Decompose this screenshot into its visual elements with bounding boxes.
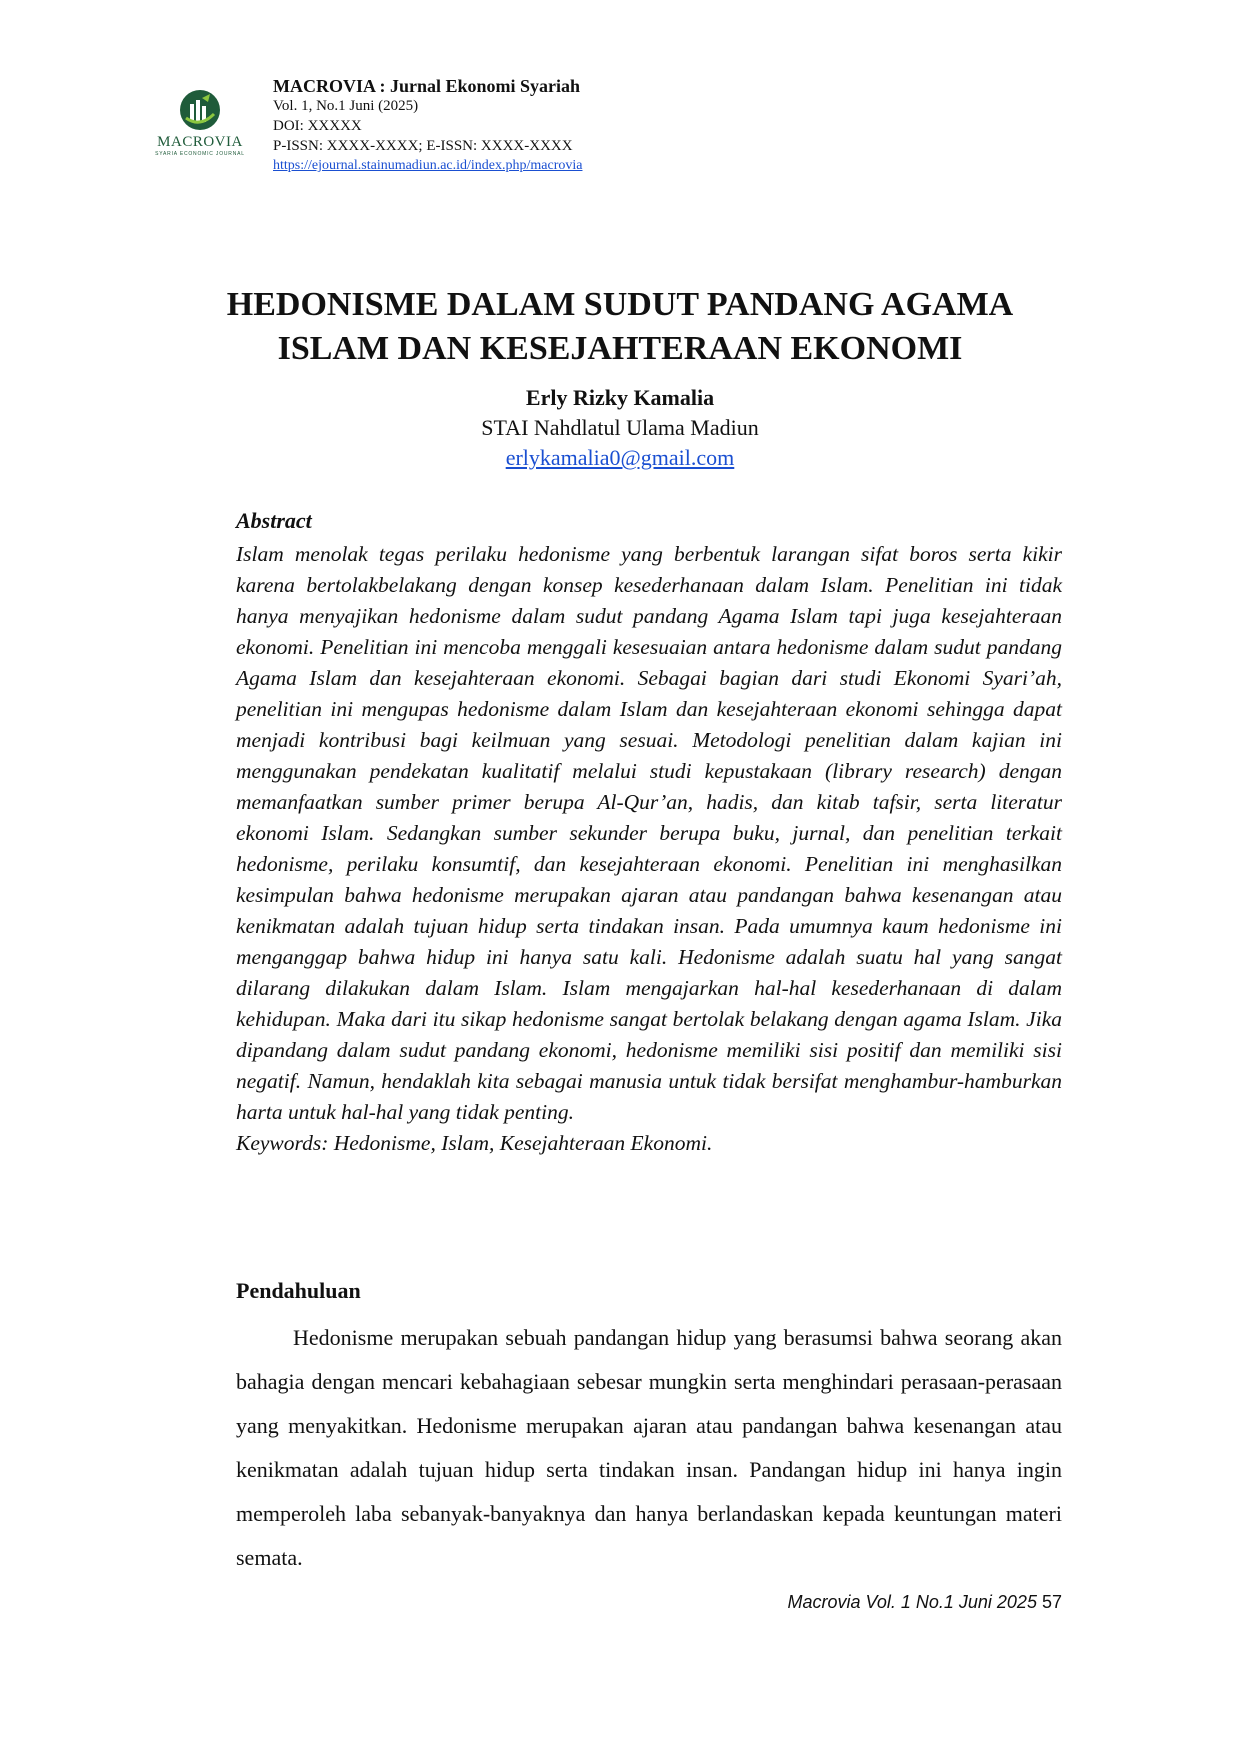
paper-title <box>150 283 1090 371</box>
paper-title-line-1: HEDONISME DALAM SUDUT PANDANG AGAMA <box>226 286 1014 323</box>
author-affiliation: STAI Nahdlatul Ulama Madiun <box>481 415 759 440</box>
abstract-heading: Abstract <box>236 508 312 533</box>
author-name: Erly Rizky Kamalia <box>525 385 715 410</box>
logo-emblem-icon <box>178 88 222 132</box>
author-email-link[interactable]: erlykamalia0@gmail.com <box>505 445 735 470</box>
paper-title-line-2: ISLAM DAN KESEJAHTERAAN EKONOMI <box>277 330 963 367</box>
journal-logo <box>150 88 250 168</box>
footer-journal-citation: Macrovia Vol. 1 No.1 Juni 2025 <box>787 1592 1037 1612</box>
journal-url-link[interactable]: https://ejournal.stainumadiun.ac.id/index.php/macrovia <box>273 158 583 173</box>
logo-tagline: SYARIA ECONOMIC JOURNAL <box>155 151 245 157</box>
journal-info <box>273 76 582 176</box>
page-footer <box>787 1592 1062 1613</box>
journal-volume: Vol. 1, No.1 Juni (2025) <box>273 98 419 114</box>
abstract-body: Islam menolak tegas perilaku hedonisme yang berbentuk larangan sifat boros serta kikir karena bertolakbelakang dengan konsep kesederhanaan dalam Islam. Penelitian ini tidak hanya menyajikan hedonisme dalam sudut pandang Agama Islam tapi juga kesejahteraan ekonomi. Penelitian ini mencoba menggali kesesuaian antara hedonisme dalam sudut pandang Agama Islam dan kesejahteraan ekonomi. Sebagai bagian dari studi Ekonomi Syari’ah, penelitian ini mengupas hedonisme dalam Islam dan kesejahteraan ekonomi sehingga dapat menjadi kontribusi bagi keilmuan yang sesuai. Metodologi penelitian dalam kajian ini menggunakan pendekatan kualitatif melalui studi kepustakaan (library research) dengan memanfaatkan sumber primer berupa Al-Qur’an, hadis, dan kitab tafsir, serta literatur ekonomi Islam. Sedangkan sumber sekunder berupa buku, jurnal, dan penelitian terkait hedonisme, perilaku konsumtif, dan kesejahteraan ekonomi. Penelitian ini menghasilkan kesimpulan bahwa hedonisme merupakan ajaran atau pandangan bahwa kesenangan atau kenikmatan adalah tujuan hidup serta tindakan insan. Pada umumnya kaum hedonisme ini menganggap bahwa hidup ini hanya satu kali. Hedonisme adalah suatu hal yang sangat dilarang dilakukan dalam Islam. Islam mengajarkan hal-hal kesederhanaan di dalam kehidupan. Maka dari itu sikap hedonisme sangat bertolak belakang dengan agama Islam. Jika dipandang dalam sudut pandang ekonomi, hedonisme memiliki sisi positif dan memiliki sisi negatif. Namun, hendaklah kita sebagai manusia untuk tidak bersifat menghambur-hamburkan harta untuk hal-hal yang tidak penting. <box>236 542 1062 1124</box>
introduction-paragraph: Hedonisme merupakan sebuah pandangan hidup yang berasumsi bahwa seorang akan bahagia dengan mencari kebahagiaan sebesar mungkin serta menghindari perasaan-perasaan yang menyakitkan. Hedonisme merupakan ajaran atau pandangan bahwa kesenangan atau kenikmatan adalah tujuan hidup serta tindakan insan. Pandangan hidup ini hanya ingin memperoleh laba sebanyak-banyaknya dan hanya berlandaskan kepada keuntungan materi semata. <box>236 1325 1062 1570</box>
journal-title: MACROVIA : Jurnal Ekonomi Syariah <box>273 76 581 96</box>
abstract-keywords: Keywords: Hedonisme, Islam, Kesejahteraan Ekonomi. <box>236 1131 713 1155</box>
logo-wordmark: MACROVIA <box>157 134 243 150</box>
journal-issn: P-ISSN: XXXX-XXXX; E-ISSN: XXXX-XXXX <box>273 138 573 154</box>
abstract-section <box>236 506 1062 1159</box>
section-heading-pendahuluan: Pendahuluan <box>236 1278 361 1303</box>
author-block <box>150 383 1090 473</box>
page-number: 57 <box>1041 1592 1062 1612</box>
journal-doi: DOI: XXXXX <box>273 118 362 134</box>
